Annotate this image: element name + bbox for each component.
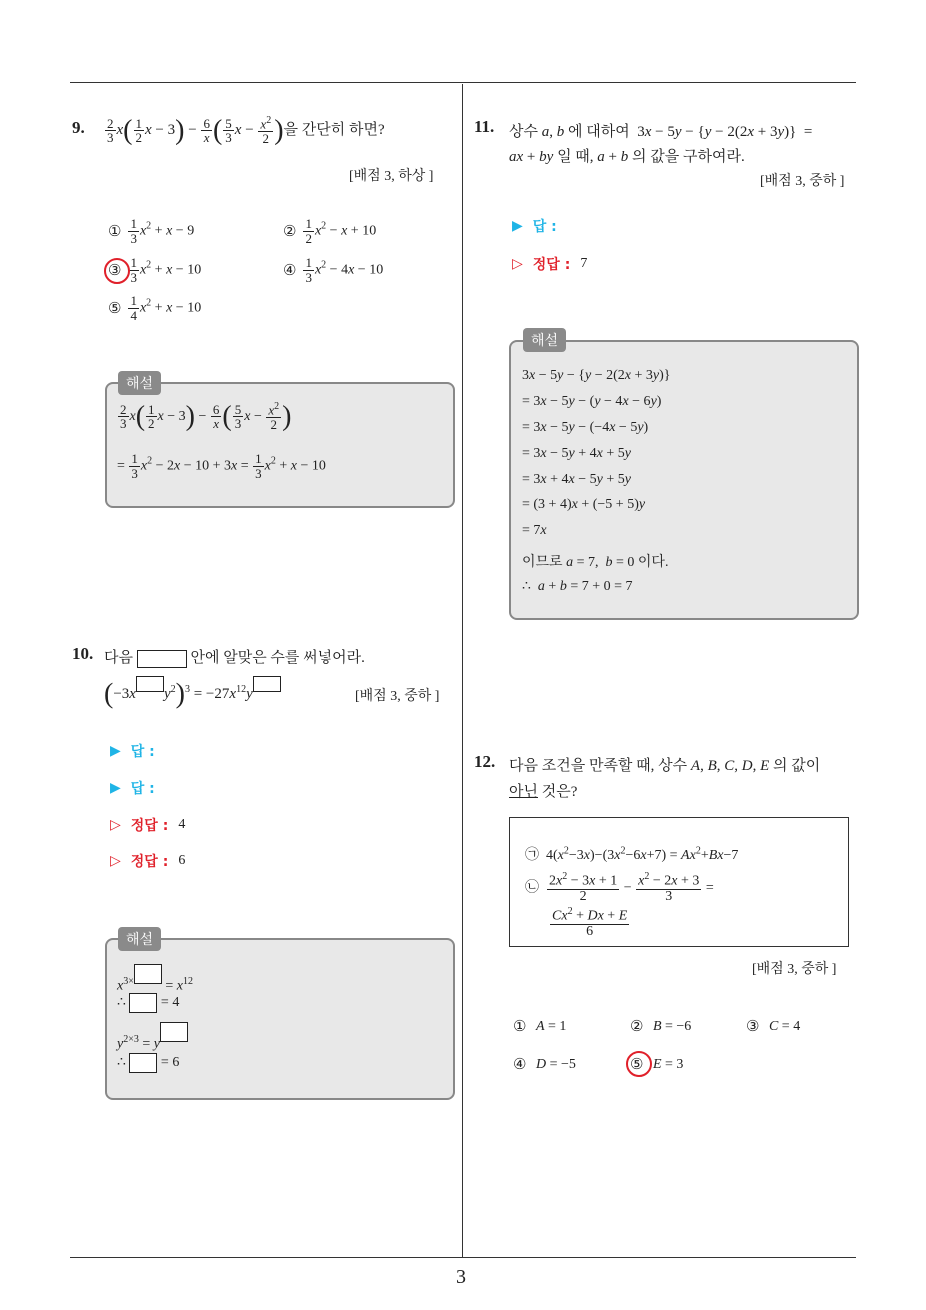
page-number: 3 (456, 1266, 466, 1288)
q9-meta: [배점 3, 하상 ] (349, 169, 434, 184)
q9-explain-tag: 해설 (118, 371, 161, 395)
q10-explain-line-1: $x^{3\times} = x^{12}$ (117, 964, 193, 995)
q10-explain-tag: 해설 (118, 927, 161, 951)
q9-option-2[interactable]: ② $\frac{1}{2}$ $x^2 - x + 10$ (283, 216, 377, 246)
q9-explanation-box (105, 382, 455, 508)
q9-selected-mark (104, 258, 130, 284)
q10-correct-row-2: ▷ 정답 : 6 (110, 853, 186, 870)
q10-prompt-post: 안에 알맞은 수를 써넣어라. (190, 650, 365, 666)
column-divider (462, 84, 463, 1258)
q11-number: 11. (474, 117, 495, 136)
q11-correct-row: ▷ 정답 : 7 (512, 256, 588, 273)
q11-meta: [배점 3, 중하 ] (760, 174, 845, 189)
q11-explain-line-4: = 3x − 5y + 4x + 5y (522, 446, 631, 461)
q9-tail: 을 간단히 하면? (283, 122, 385, 139)
q11-explain-line-6: = (3 + 4)x + (−5 + 5)y (522, 497, 646, 512)
q11-answer-row[interactable]: ▶ 답 : (512, 218, 557, 235)
top-rule (70, 82, 856, 83)
q10-explain-line-3: $y^{2\times 3} = y$ (117, 1022, 188, 1053)
q11-explain-line-7: = 7x (522, 523, 547, 538)
q11-explain-line-5: = 3x + 4x − 5y + 5y (522, 472, 631, 487)
q10-answer-row-1[interactable]: ▶ 답 : (110, 743, 155, 760)
q10-number: 10. (72, 644, 94, 663)
q11-explain-line-1: 3x − 5y − {y − 2(2x + 3y)} (522, 368, 671, 383)
q12-text-line-1: 다음 조건을 만족할 때, 상수 A, B, C, D, E 의 값이 (509, 758, 821, 774)
q12-number: 12. (474, 752, 496, 771)
q12-option-2[interactable]: ② B = −6 (630, 1018, 692, 1035)
q12-condition-2-rhs: $\frac{Cx^2 + Dx + E}{6}$ (552, 906, 628, 940)
q12-option-4[interactable]: ④ D = −5 (513, 1056, 576, 1073)
q9-number: 9. (72, 118, 85, 137)
q11-text-line-2: ax + by 일 때, a + b 의 값을 구하여라. (509, 149, 745, 165)
q9-expression: $\frac{2}{3}$ x( $\frac{1}{2}$ x − 3) − $\frac{6}{x}$ ( $\frac{5}{3}$ x − $\frac{x^2}{2}$ )을 간단히 하면? (107, 114, 385, 146)
q11-text-line-1: 상수 a, b 에 대하여 3x − 5y − {y − 2(2x + 3y)} = (509, 124, 813, 140)
q12-condition-2: ㉡ $\frac{2x^2 - 3x + 1}{2}$ − $\frac{x^2 - 2x + 3}{3}$ = (525, 871, 714, 905)
q11-explain-tag: 해설 (523, 328, 566, 352)
q11-explain-line-3: = 3x − 5y − (−4x − 5y) (522, 420, 649, 435)
q10-prompt (104, 646, 365, 668)
q10-equation: (−3x $y^2)^3 = -27x^{12}y$ (104, 676, 281, 709)
blank-box (137, 650, 187, 668)
q12-condition-1: ㉠ $4(x^2-3x)-(3x^2-6x+7) = Ax^2+Bx-7$ (525, 845, 739, 863)
q12-option-1[interactable]: ① A = 1 (513, 1018, 567, 1035)
q9-explain-line-1: $\frac{2}{3}$ x( $\frac{1}{2}$ x − 3) − $\frac{6}{x}$ ( $\frac{5}{3}$ x − $\frac{x^2}{2}$ ) (120, 400, 292, 432)
q11-explain-line-8: 이므로 a = 7, b = 0 이다. (522, 555, 669, 570)
q10-explanation-box (105, 938, 455, 1100)
q12-option-5[interactable]: ⑤ E = 3 (630, 1056, 684, 1073)
q9-option-4[interactable]: ④ $\frac{1}{3}$ $x^2 - 4x - 10$ (283, 255, 384, 285)
q10-explain-line-2: ∴ = 4 (117, 993, 179, 1013)
q10-correct-row-1: ▷ 정답 : 4 (110, 817, 186, 834)
q12-text-line-2: 아닌 것은? (509, 784, 578, 800)
q12-selected-mark (626, 1051, 652, 1077)
q11-explain-line-2: = 3x − 5y − (y − 4x − 6y) (522, 394, 662, 409)
q10-prompt-pre: 다음 (104, 650, 133, 666)
q12-option-3[interactable]: ③ C = 4 (746, 1018, 801, 1035)
q10-explain-line-4: ∴ = 6 (117, 1053, 179, 1073)
q12-meta: [배점 3, 중하 ] (752, 962, 837, 977)
q10-meta: [배점 3, 중하 ] (355, 689, 440, 704)
q10-answer-row-2[interactable]: ▶ 답 : (110, 780, 155, 797)
bottom-rule (70, 1257, 856, 1258)
q9-option-3[interactable]: ③ $\frac{1}{3}$ $x^2 + x - 10$ (108, 255, 202, 285)
q9-option-5[interactable]: ⑤ $\frac{1}{4}$ $x^2 + x - 10$ (108, 293, 202, 323)
q9-explain-line-2: = $\frac{1}{3}$ $x^2 - 2x - 10 + 3x$ = $\frac{1}{3}$ $x^2 + x - 10$ (117, 451, 326, 481)
q9-option-1[interactable]: ① $\frac{1}{3}$ $x^2 + x - 9$ (108, 216, 195, 246)
q11-explain-line-9: ∴ a + b = 7 + 0 = 7 (522, 579, 633, 594)
